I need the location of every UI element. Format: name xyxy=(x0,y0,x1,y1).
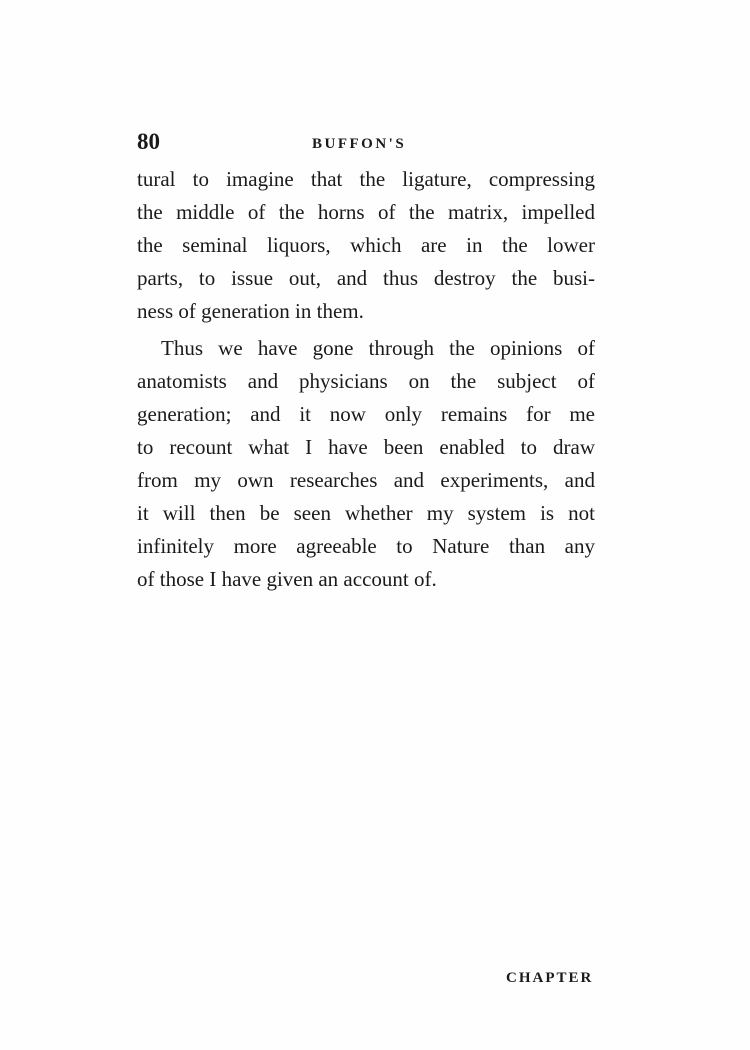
catchword: CHAPTER xyxy=(506,970,594,986)
text-line: anatomists and physicians on the subject of xyxy=(137,369,595,393)
text-line: from my own researches and experiments, and xyxy=(137,468,595,492)
paragraph-2 xyxy=(137,332,595,596)
text-line: tural to imagine that the ligature, compressing xyxy=(137,167,595,191)
text-line: of those I have given an account of. xyxy=(137,567,437,591)
text-line: the seminal liquors, which are in the lower xyxy=(137,233,595,257)
text-line: it will then be seen whether my system is not xyxy=(137,501,595,525)
paragraph-1 xyxy=(137,163,595,328)
text-line: generation; and it now only remains for me xyxy=(137,402,595,426)
text-line: Thus we have gone through the opinions of xyxy=(161,336,595,360)
running-head: BUFFON'S xyxy=(312,136,407,152)
text-line: to recount what I have been enabled to draw xyxy=(137,435,595,459)
page-number: 80 xyxy=(137,129,160,154)
text-line: ness of generation in them. xyxy=(137,299,364,323)
text-line: infinitely more agreeable to Nature than any xyxy=(137,534,595,558)
text-line: the middle of the horns of the matrix, impelled xyxy=(137,200,595,224)
text-line: parts, to issue out, and thus destroy the busi- xyxy=(137,266,595,290)
body-text xyxy=(137,163,595,596)
